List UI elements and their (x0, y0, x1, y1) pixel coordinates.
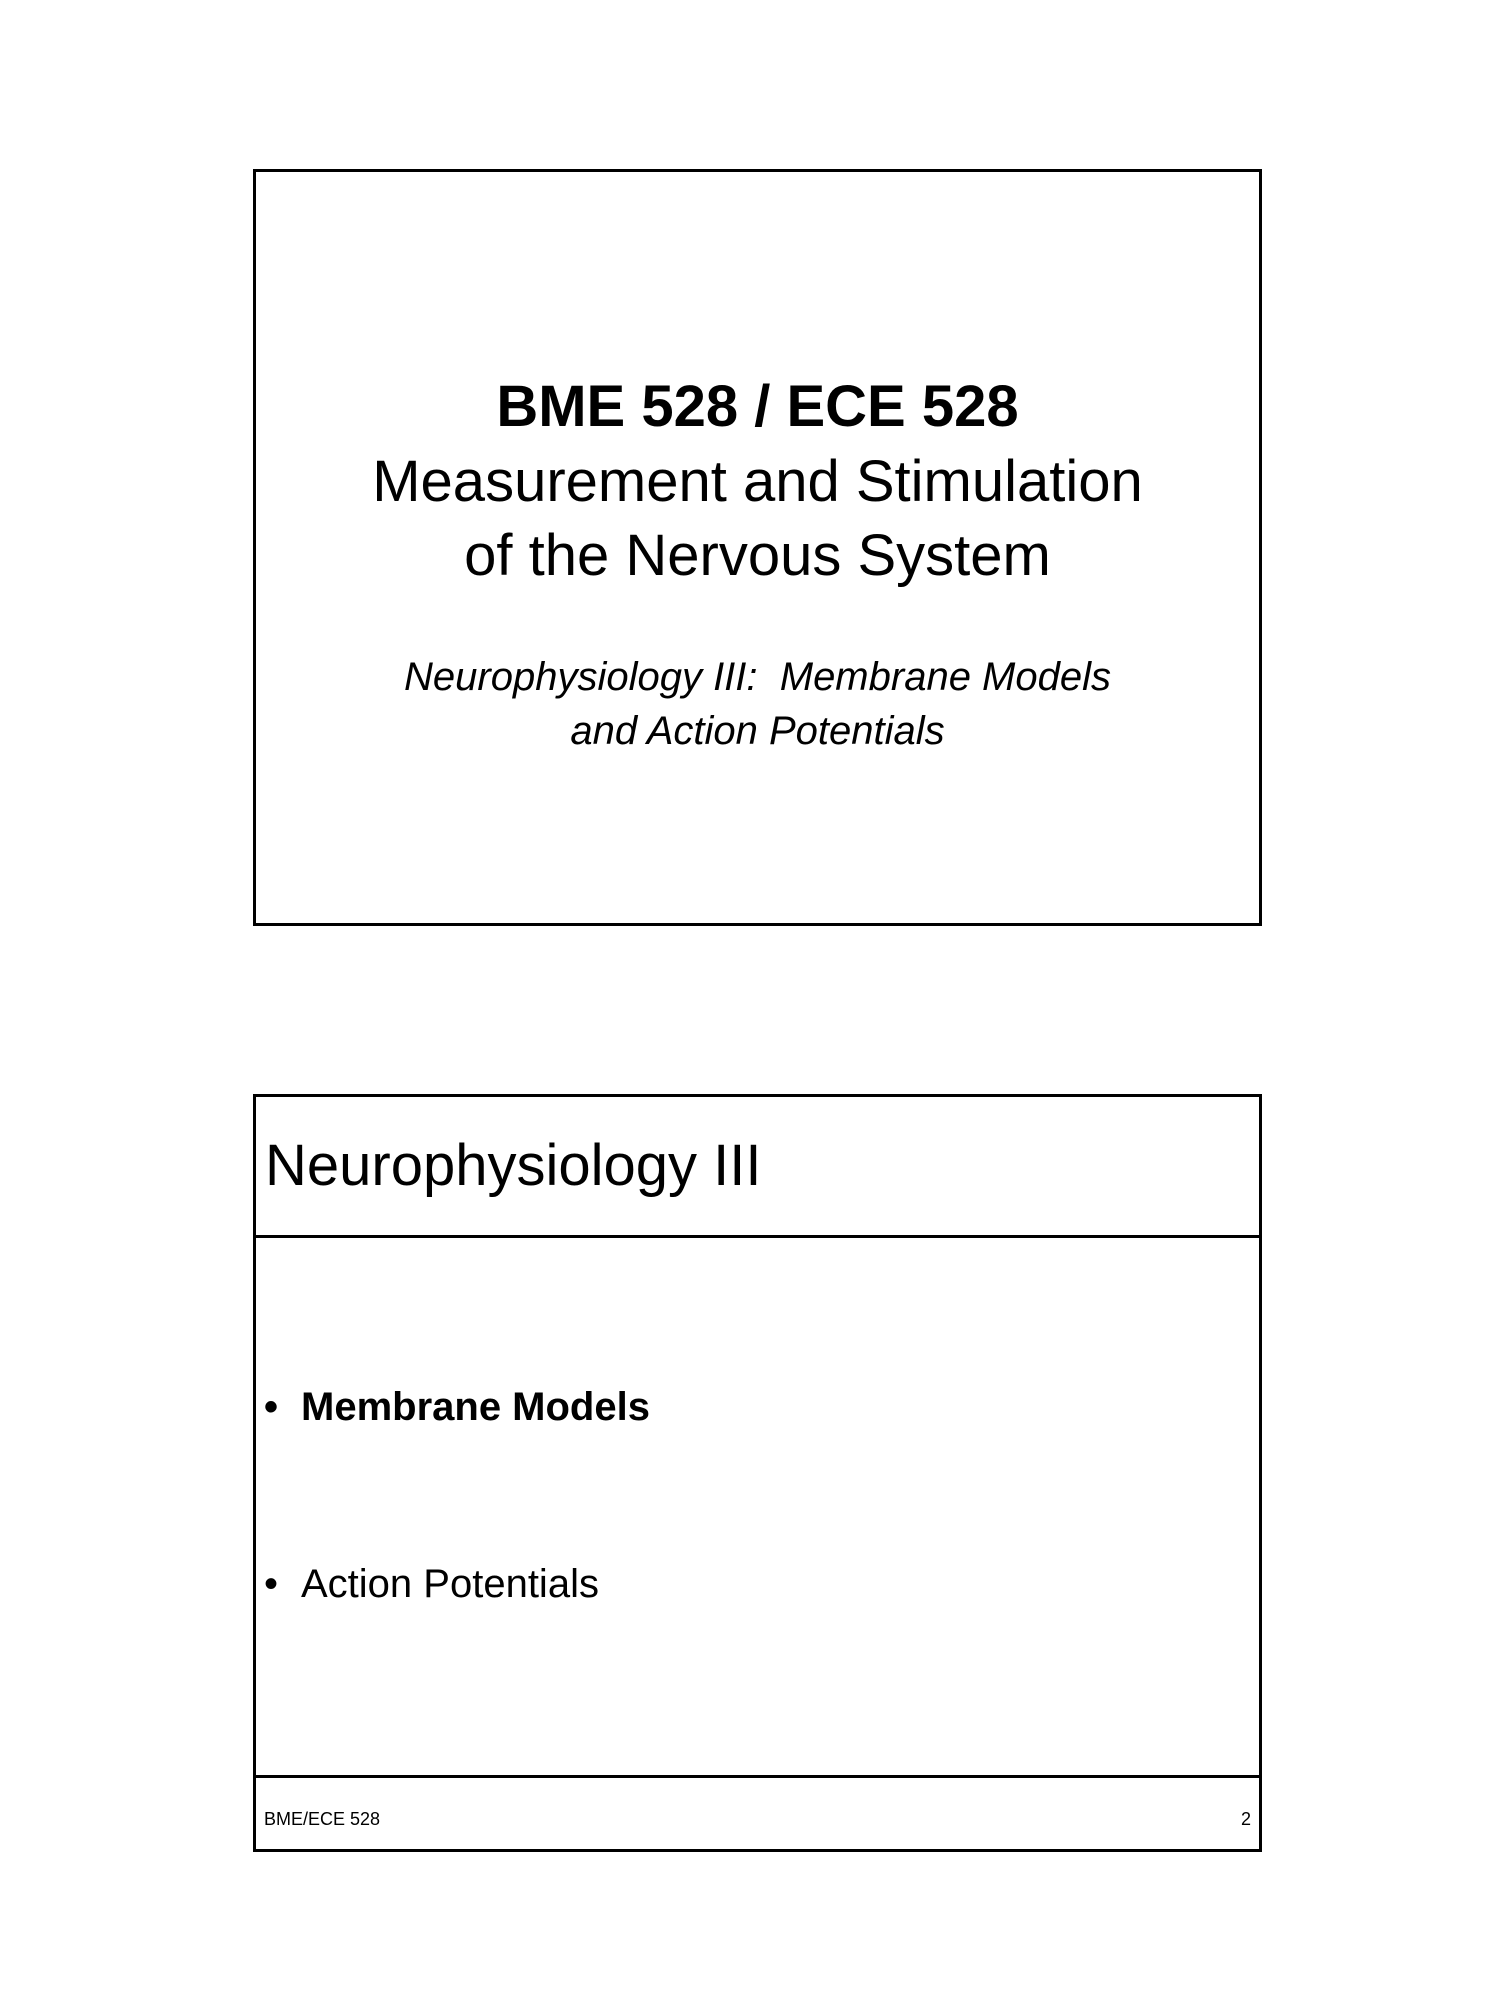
bullet-item-action-potentials (264, 1560, 599, 1608)
slide-title: Neurophysiology III (265, 1133, 762, 1198)
page-number: 2 (1240, 1809, 1251, 1829)
bullet-text: Membrane Models (301, 1385, 650, 1429)
lecture-subtitle (256, 650, 1259, 758)
course-title-line-2: of the Nervous System (464, 523, 1051, 588)
slide-1-title (253, 169, 1262, 926)
slide-footer (256, 1775, 1259, 1849)
course-title-line-1: Measurement and Stimulation (372, 449, 1143, 514)
bullet-dot-icon: • (264, 1385, 279, 1429)
bullet-item-membrane-models (264, 1383, 650, 1431)
slide-header (256, 1097, 1259, 1238)
course-title (256, 445, 1259, 593)
bullet-text: Action Potentials (301, 1562, 599, 1606)
lecture-subtitle-line-1: Neurophysiology III: Membrane Models (404, 655, 1111, 699)
slide-2-outline (253, 1094, 1262, 1852)
lecture-subtitle-line-2: and Action Potentials (570, 709, 945, 753)
bullet-dot-icon: • (264, 1562, 279, 1606)
course-code: BME 528 / ECE 528 (496, 374, 1019, 439)
footer-course-label: BME/ECE 528 (264, 1809, 381, 1829)
